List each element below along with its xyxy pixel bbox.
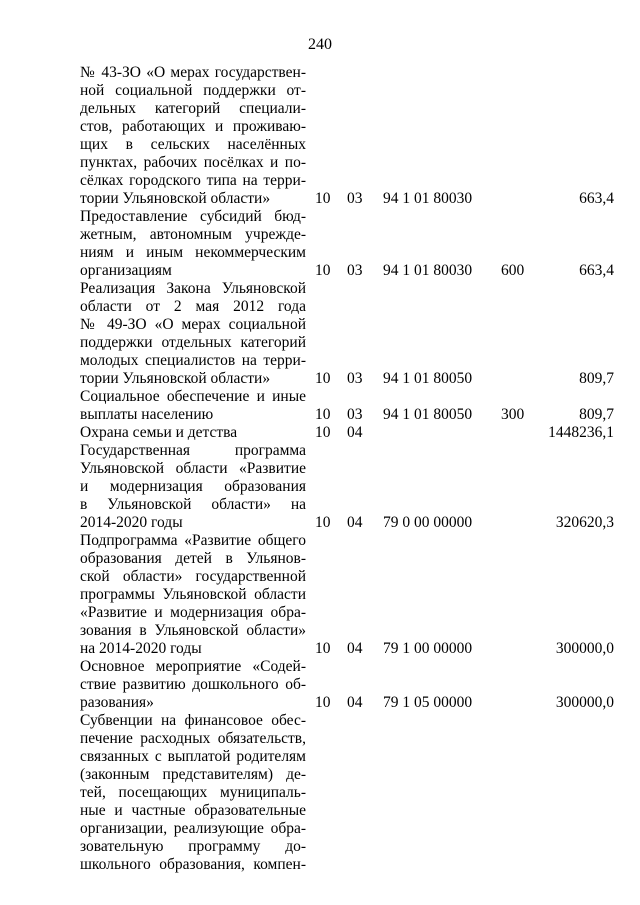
amount-value: 809,7: [579, 406, 614, 423]
row-description: [80, 208, 306, 280]
description-line: Охрана семьи и детства: [80, 424, 238, 441]
expense-type-code: 300: [501, 406, 525, 423]
amount-value: 1448236,1: [548, 424, 614, 441]
description-line: печение расходных обязательств,: [80, 730, 306, 747]
amount-value: 809,7: [579, 370, 614, 387]
description-line: ствие развитию дошкольного об-: [80, 676, 306, 693]
description-line: школьного образования, компен-: [80, 856, 306, 873]
description-line: 2014-2020 годы: [80, 514, 183, 531]
table-row: [80, 208, 620, 280]
description-line: тории Ульяновской области»: [80, 190, 271, 207]
row-description: [80, 712, 306, 874]
description-line: зовательную программу до-: [80, 838, 306, 855]
description-line: дельных категорий специали-: [80, 100, 306, 117]
table-row: [80, 712, 620, 874]
target-article-code: 79 0 00 00000: [383, 514, 473, 531]
description-line: жетным, автономным учрежде-: [80, 226, 306, 243]
description-line: Социальное обеспечение и иные: [80, 388, 306, 405]
description-line: Предоставление субсидий бюд-: [80, 208, 306, 225]
description-line: ниям и иным некоммерческим: [80, 244, 306, 261]
subsection-code: 03: [347, 190, 363, 207]
description-line: стов, работающих и проживаю-: [80, 118, 306, 135]
description-line: № 49-ЗО «О мерах социальной: [80, 316, 306, 333]
amount-value: 300000,0: [555, 640, 614, 657]
section-code: 10: [315, 262, 331, 279]
amount-value: 663,4: [579, 262, 614, 279]
row-description: [80, 280, 306, 388]
description-line: Основное мероприятие «Содей-: [80, 658, 306, 675]
target-article-code: 94 1 01 80050: [383, 406, 473, 423]
description-line: пунктах, рабочих посёлках и по-: [80, 154, 306, 171]
target-article-code: 94 1 01 80030: [383, 262, 473, 279]
description-line: ной социальной поддержки от-: [80, 82, 306, 99]
description-line: и модернизация образования: [80, 478, 306, 495]
description-line: молодых специалистов на терри-: [80, 352, 306, 369]
table-row: [80, 280, 620, 388]
description-line: организациям: [80, 262, 172, 279]
subsection-code: 03: [347, 262, 363, 279]
table-row: [80, 388, 620, 424]
description-line: поддержки отдельных категорий: [80, 334, 306, 351]
row-description: [80, 424, 306, 442]
table-row: [80, 442, 620, 532]
amount-value: 300000,0: [555, 694, 614, 711]
row-description: [80, 388, 306, 424]
target-article-code: 94 1 01 80030: [383, 190, 473, 207]
description-line: Ульяновской области «Развитие: [80, 460, 306, 477]
description-line: Реализация Закона Ульяновской: [80, 280, 306, 297]
section-code: 10: [315, 406, 331, 423]
description-line: щих в сельских населённых: [80, 136, 306, 153]
section-code: 10: [315, 190, 331, 207]
description-line: связанных с выплатой родителям: [80, 748, 306, 765]
target-article-code: 94 1 01 80050: [383, 370, 473, 387]
row-description: [80, 532, 306, 658]
expense-type-code: 600: [501, 262, 525, 279]
description-line: (законным представителям) де-: [80, 766, 306, 783]
description-line: разования»: [80, 694, 154, 711]
description-line: Подпрограмма «Развитие общего: [80, 532, 306, 549]
description-line: образования детей в Ульянов-: [80, 550, 306, 567]
amount-value: 320620,3: [555, 514, 614, 531]
description-line: области от 2 мая 2012 года: [80, 298, 306, 315]
section-code: 10: [315, 640, 331, 657]
row-description: [80, 442, 306, 532]
subsection-code: 04: [347, 514, 363, 531]
target-article-code: 79 1 00 00000: [383, 640, 473, 657]
description-line: выплаты населению: [80, 406, 214, 423]
table-row: [80, 658, 620, 712]
table-row: [80, 532, 620, 658]
description-line: в Ульяновской области» на: [80, 496, 306, 513]
description-line: Государственная программа: [80, 442, 306, 459]
description-line: зования в Ульяновской области»: [80, 622, 306, 639]
budget-table: [80, 64, 620, 874]
description-line: тей, посещающих муниципаль-: [80, 784, 306, 801]
description-line: на 2014-2020 годы: [80, 640, 202, 657]
subsection-code: 04: [347, 640, 363, 657]
description-line: ской области» государственной: [80, 568, 306, 585]
description-line: сёлках городского типа на терри-: [80, 172, 306, 189]
description-line: Субвенции на финансовое обес-: [80, 712, 306, 729]
description-line: «Развитие и модернизация обра-: [80, 604, 306, 621]
subsection-code: 03: [347, 370, 363, 387]
section-code: 10: [315, 514, 331, 531]
section-code: 10: [315, 424, 331, 441]
target-article-code: 79 1 05 00000: [383, 694, 473, 711]
amount-value: 663,4: [579, 190, 614, 207]
section-code: 10: [315, 694, 331, 711]
description-line: № 43-ЗО «О мерах государствен-: [80, 64, 306, 81]
table-row: [80, 64, 620, 208]
description-line: программы Ульяновской области: [80, 586, 306, 603]
page-number: 240: [308, 36, 332, 53]
subsection-code: 04: [347, 694, 363, 711]
description-line: тории Ульяновской области»: [80, 370, 271, 387]
subsection-code: 04: [347, 424, 363, 441]
description-line: организации, реализующие обра-: [80, 820, 306, 837]
description-line: ные и частные образовательные: [80, 802, 306, 819]
table-row: [80, 424, 620, 442]
row-description: [80, 658, 306, 712]
subsection-code: 03: [347, 406, 363, 423]
section-code: 10: [315, 370, 331, 387]
row-description: [80, 64, 306, 208]
